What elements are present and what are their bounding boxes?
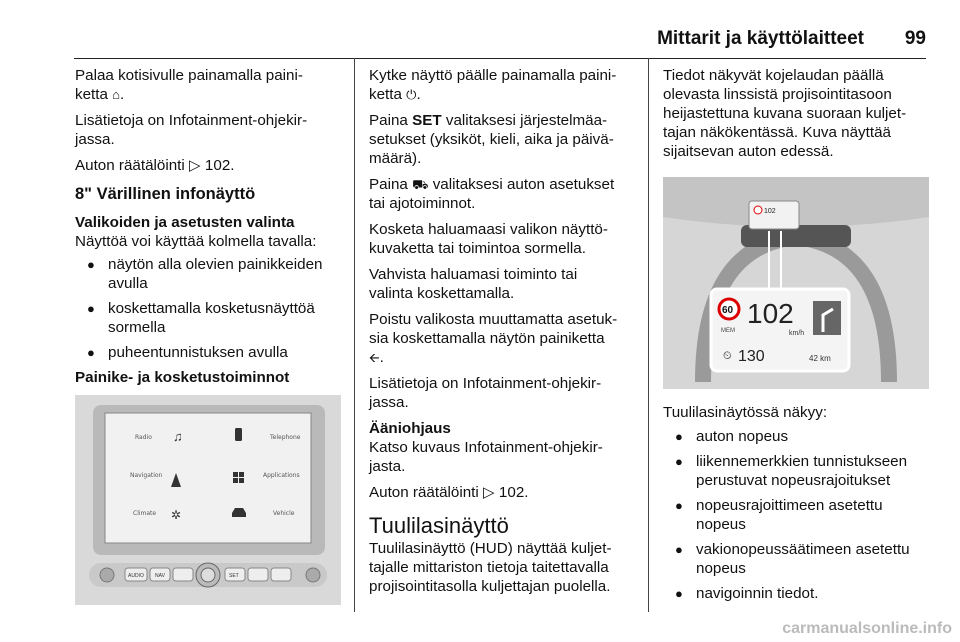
chapter-title: Mittarit ja käyttölaitteet xyxy=(657,28,864,49)
paragraph: Vahvista haluamasi toiminto tai valinta koskettamalla. xyxy=(369,266,578,302)
svg-text:AUDIO: AUDIO xyxy=(128,573,144,579)
column-2 xyxy=(369,66,635,603)
svg-text:NAV: NAV xyxy=(155,573,165,579)
screen-label: Applications xyxy=(263,472,300,479)
page-ref-icon: ▷ xyxy=(189,157,201,174)
paragraph: Paina ⛟ valitaksesi auton asetukset tai ajotoiminnot. xyxy=(369,176,615,212)
list-item: ● puheentunnistuksen avulla xyxy=(75,343,341,362)
cross-reference: Auton räätälöinti ▷ 102. xyxy=(369,484,529,501)
set-label: SET xyxy=(412,112,442,129)
infotainment-screen-figure xyxy=(75,395,341,605)
page-ref-icon: ▷ xyxy=(483,484,495,501)
screen-label: Navigation xyxy=(130,472,163,479)
hud-projection-small xyxy=(749,201,799,229)
column-divider xyxy=(648,58,649,612)
power-icon: ⏻ xyxy=(406,87,417,102)
svg-text:SET: SET xyxy=(229,573,239,579)
svg-text:60: 60 xyxy=(722,305,734,316)
section-heading: 8" Värillinen infonäyttö xyxy=(75,185,256,203)
screen-label: Climate xyxy=(133,510,157,517)
phone-button xyxy=(173,568,193,581)
list-item: ● navigoinnin tiedot. xyxy=(663,584,929,603)
tune-knob xyxy=(306,568,320,582)
page-number: 99 xyxy=(904,28,926,49)
svg-text:km/h: km/h xyxy=(789,330,805,337)
media-button xyxy=(248,568,268,581)
paragraph: Näyttöä voi käyttää kolmella tavalla: xyxy=(75,233,317,250)
svg-text:MEM: MEM xyxy=(721,328,735,334)
page-header xyxy=(74,26,926,59)
list-item: ● vakionopeussäätimeen asetettu nopeus xyxy=(663,540,929,578)
list-item: ● koskettamalla kosketusnäyttöä sormella xyxy=(75,299,341,337)
paragraph: Kosketa haluamaasi valikon näyttö- kuvaketta tai toimintoa sormella. xyxy=(369,221,608,257)
paragraph: Lisätietoja on Infotainment-ohjekir- jassa. xyxy=(75,112,308,148)
paragraph: Tiedot näkyvät kojelaudan päällä olevasta linssistä projisointitasoon heijastettuna kuvana suoraan kuljet- tajan näkökentässä. Kuva näyttää sijaitsevan auton edessä. xyxy=(663,67,907,160)
home-icon: ⌂ xyxy=(112,87,121,102)
column-3 xyxy=(663,66,929,609)
car-icon: ⛟ xyxy=(412,177,429,192)
watermark: carmanualsonline.info xyxy=(782,620,952,637)
subsection-heading: Ääniohjaus xyxy=(369,420,451,437)
subsection-heading: Painike- ja kosketustoiminnot xyxy=(75,369,290,386)
paragraph: Katso kuvaus Infotainment-ohjekir- jasta. xyxy=(369,439,603,475)
nav-distance: 42 km xyxy=(809,354,831,363)
navigation-arrow-icon xyxy=(813,301,841,335)
screen-label: Vehicle xyxy=(273,510,295,517)
back-arrow-icon: 🡨 xyxy=(369,350,380,365)
screen-label: Radio xyxy=(135,434,152,441)
section-heading: Tuulilasinäyttö xyxy=(369,513,509,538)
phone-icon xyxy=(235,428,242,441)
bullet-list xyxy=(663,427,929,603)
paragraph: Kytke näyttö päälle painamalla paini- ketta ⏻. xyxy=(369,67,617,103)
hud-figure xyxy=(663,177,929,389)
bullet-list xyxy=(75,255,341,362)
paragraph: Tuulilasinäyttö (HUD) näyttää kuljet- tajalle mittariston tietoja taitettavalla projisointitasolla kuljettajan puolella. xyxy=(369,540,612,595)
paragraph: Palaa kotisivulle painamalla paini- ketta ⌂. xyxy=(75,67,303,103)
screen-label: Telephone xyxy=(270,434,301,441)
list-item: ● nopeusrajoittimeen asetettu nopeus xyxy=(663,496,929,534)
list-item: ● auton nopeus xyxy=(663,427,929,446)
cruise-speed: 130 xyxy=(738,348,765,365)
cruise-icon: ⏲ xyxy=(723,350,732,362)
list-item: ● näytön alla olevien painikkeiden avulla xyxy=(75,255,341,293)
music-icon: ♫ xyxy=(173,429,183,444)
list-item: ● liikennemerkkien tunnistukseen perustuvat nopeusrajoitukset xyxy=(663,452,929,490)
cross-reference: Auton räätälöinti ▷ 102. xyxy=(75,157,235,174)
paragraph: Poistu valikosta muuttamatta asetuk- sia koskettamalla näytön painiketta 🡨. xyxy=(369,311,618,366)
subsection-heading: Valikoiden ja asetusten valinta xyxy=(75,214,295,231)
home-button xyxy=(271,568,291,581)
paragraph: Tuulilasinäytössä näkyy: xyxy=(663,404,828,421)
svg-text:102: 102 xyxy=(764,208,776,215)
apps-icon xyxy=(233,472,238,477)
column-1 xyxy=(75,66,341,619)
paragraph: Lisätietoja on Infotainment-ohjekir- jassa. xyxy=(369,375,602,411)
column-divider xyxy=(354,58,355,612)
paragraph: Paina SET valitaksesi järjestelmäa- setukset (yksiköt, kieli, aika ja päivä- määrä). xyxy=(369,112,614,167)
hud-speed: 102 xyxy=(747,298,794,329)
climate-icon: ✲ xyxy=(171,508,182,522)
power-knob xyxy=(100,568,114,582)
